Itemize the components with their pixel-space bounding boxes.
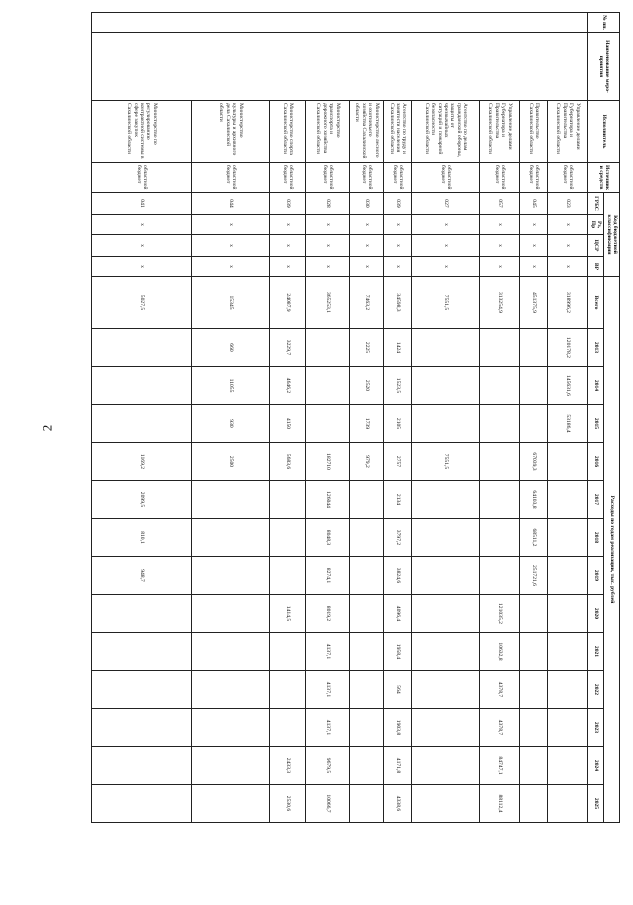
header-year: 2025 [588, 785, 604, 823]
grbs-cell: 030 [350, 193, 384, 215]
year-value-cell: 1903,8 [384, 709, 412, 747]
year-value-cell: 120178,2 [548, 329, 588, 367]
executor-cell: Агентство по труду и занятости населения Сахалинской области [384, 101, 412, 163]
year-value-cell: 4096,4 [384, 595, 412, 633]
vr-cell: x [384, 257, 412, 277]
year-value-cell [92, 595, 192, 633]
year-value-cell: 660 [192, 329, 270, 367]
year-value-cell: 53186,4 [548, 405, 588, 443]
year-value-cell [520, 405, 548, 443]
header-total: Всего [588, 277, 604, 329]
budget-table [91, 12, 620, 823]
source-cell: областной бюджет [412, 163, 480, 193]
year-value-cell: 7551,5 [412, 443, 480, 481]
executor-cell: Министерство транспорта и дорожного хозяйства Сахалинской области [306, 101, 350, 163]
vr-cell: x [350, 257, 384, 277]
year-value-cell [270, 633, 306, 671]
year-value-cell: 4137,1 [306, 671, 350, 709]
budget-table-sheet [96, 12, 620, 823]
executor-cell: Министерство по регулированию контрактной системы в сфере закупок Сахалинской области [92, 101, 192, 163]
header-budget-classification: Код бюджетной классификации [604, 193, 620, 277]
header-year: 2019 [588, 557, 604, 595]
total-cell: 15345 [192, 277, 270, 329]
year-value-cell [92, 709, 192, 747]
year-value-cell: 1523,5 [384, 367, 412, 405]
header-rzpr: Рз, Пр [588, 215, 604, 235]
year-value-cell: 121035,2 [480, 595, 520, 633]
year-value-cell [92, 747, 192, 785]
year-value-cell [480, 481, 520, 519]
year-value-cell [92, 671, 192, 709]
grbs-cell: 039 [270, 193, 306, 215]
executor-cell: Министерство спорта Сахалинской области [270, 101, 306, 163]
year-value-cell [480, 443, 520, 481]
rzpr-cell: x [384, 215, 412, 235]
year-value-cell: 126044 [306, 481, 350, 519]
year-value-cell [548, 595, 588, 633]
header-year: 2024 [588, 747, 604, 785]
year-value-cell: 1958,4 [384, 633, 412, 671]
header-year: 2020 [588, 595, 604, 633]
year-value-cell [270, 519, 306, 557]
source-cell: областной бюджет [92, 163, 192, 193]
year-value-cell [192, 595, 270, 633]
year-value-cell [412, 405, 480, 443]
year-value-cell: 2757 [384, 443, 412, 481]
year-value-cell [350, 519, 384, 557]
total-cell: 7463,2 [350, 277, 384, 329]
year-value-cell: 4150 [270, 405, 306, 443]
year-value-cell [192, 747, 270, 785]
year-value-cell [480, 519, 520, 557]
year-value-cell [520, 329, 548, 367]
year-value-cell: 2520 [350, 367, 384, 405]
year-value-cell [350, 557, 384, 595]
header-year: 2017 [588, 481, 604, 519]
year-value-cell: 4171,8 [384, 747, 412, 785]
year-value-cell: 948,7 [92, 557, 192, 595]
rzpr-cell: x [270, 215, 306, 235]
year-value-cell [412, 519, 480, 557]
year-value-cell [350, 747, 384, 785]
csr-cell: x [548, 235, 588, 257]
year-value-cell: 8019,2 [306, 595, 350, 633]
year-value-cell [480, 405, 520, 443]
table-row [412, 13, 480, 823]
year-value-cell [412, 595, 480, 633]
rzpr-cell: x [480, 215, 520, 235]
table-row [306, 13, 350, 823]
year-value-cell [548, 709, 588, 747]
year-value-cell: 10632,8 [480, 633, 520, 671]
year-value-cell [192, 785, 270, 823]
name-cell [92, 33, 588, 101]
year-value-cell [548, 481, 588, 519]
year-value-cell [520, 595, 548, 633]
year-value-cell [412, 367, 480, 405]
csr-cell: x [192, 235, 270, 257]
year-value-cell [306, 329, 350, 367]
header-grbs: ГРБС [588, 193, 604, 215]
rzpr-cell: x [520, 215, 548, 235]
num-cell [92, 13, 588, 33]
page-number: 2 [39, 424, 55, 432]
year-value-cell [520, 785, 548, 823]
total-cell: 5027,5 [92, 277, 192, 329]
year-value-cell: 564 [384, 671, 412, 709]
year-value-cell [548, 747, 588, 785]
year-value-cell [412, 671, 480, 709]
table-row [520, 13, 548, 823]
csr-cell: x [384, 235, 412, 257]
year-value-cell [412, 709, 480, 747]
total-cell: 34598,3 [384, 277, 412, 329]
header-year: 2013 [588, 329, 604, 367]
year-value-cell [192, 709, 270, 747]
year-value-cell: 5683,6 [270, 443, 306, 481]
rzpr-cell: x [192, 215, 270, 235]
header-executor: Исполнитель [588, 101, 620, 163]
header-year: 2023 [588, 709, 604, 747]
executor-cell: Министерство лесного и охотничьего хозяйства Сахалинской области [350, 101, 384, 163]
year-value-cell [520, 709, 548, 747]
grbs-cell: 028 [306, 193, 350, 215]
header-csr: ЦСР [588, 235, 604, 257]
header-source: Источники средств [588, 163, 620, 193]
year-value-cell: 64103,8 [520, 481, 548, 519]
year-value-cell: 251721,6 [520, 557, 548, 595]
year-value-cell [192, 671, 270, 709]
rzpr-cell: x [548, 215, 588, 235]
header-year: 2022 [588, 671, 604, 709]
source-cell: областной бюджет [384, 163, 412, 193]
source-cell: областной бюджет [520, 163, 548, 193]
year-value-cell: 2105 [384, 405, 412, 443]
grbs-cell: 045 [520, 193, 548, 215]
vr-cell: x [192, 257, 270, 277]
year-value-cell: 3797,2 [384, 519, 412, 557]
executor-cell: Правительство Сахалинской области [520, 101, 548, 163]
table-row [270, 13, 306, 823]
year-value-cell [306, 367, 350, 405]
year-value-cell: 1169,2 [92, 443, 192, 481]
source-cell: областной бюджет [192, 163, 270, 193]
year-value-cell: 1424 [384, 329, 412, 367]
year-value-cell [270, 481, 306, 519]
grbs-cell: 044 [192, 193, 270, 215]
csr-cell: x [412, 235, 480, 257]
year-value-cell [412, 557, 480, 595]
year-value-cell: 2433,3 [270, 747, 306, 785]
year-value-cell: 3229,7 [270, 329, 306, 367]
year-value-cell: 145631,6 [548, 367, 588, 405]
rzpr-cell: x [412, 215, 480, 235]
header-vr: ВР [588, 257, 604, 277]
year-value-cell [92, 785, 192, 823]
year-value-cell [350, 481, 384, 519]
year-value-cell [192, 633, 270, 671]
year-value-cell: 10066,7 [306, 785, 350, 823]
total-cell: 313254,9 [480, 277, 520, 329]
total-cell: 7551,5 [412, 277, 480, 329]
year-value-cell: 4646,2 [270, 367, 306, 405]
source-cell: областной бюджет [306, 163, 350, 193]
year-value-cell [548, 519, 588, 557]
table-row [92, 13, 192, 823]
year-value-cell: 4137,1 [306, 709, 350, 747]
table-row [192, 13, 270, 823]
year-value-cell: 810,1 [92, 519, 192, 557]
csr-cell: x [270, 235, 306, 257]
header-year: 2021 [588, 633, 604, 671]
header-num: № пп. [588, 13, 620, 33]
year-value-cell [412, 747, 480, 785]
executor-cell: Управление делами Губернатора и Правительства Сахалинской области [548, 101, 588, 163]
year-value-cell [192, 557, 270, 595]
table-body [92, 13, 588, 823]
header-expenses: Расходы по годам реализации, тыс. рублей [604, 277, 620, 823]
vr-cell: x [520, 257, 548, 277]
header-name: Наименование меро-приятия [588, 33, 620, 101]
year-value-cell [192, 519, 270, 557]
year-value-cell [548, 785, 588, 823]
total-cell: 24087,9 [270, 277, 306, 329]
year-value-cell [350, 671, 384, 709]
year-value-cell: 2225 [350, 329, 384, 367]
csr-cell: x [350, 235, 384, 257]
year-value-cell: 9679,5 [306, 747, 350, 785]
year-value-cell [92, 367, 192, 405]
year-value-cell: 1739 [350, 405, 384, 443]
year-value-cell: 1414,5 [270, 595, 306, 633]
year-value-cell: 2530,6 [270, 785, 306, 823]
year-value-cell [270, 709, 306, 747]
vr-cell: x [270, 257, 306, 277]
year-value-cell: 8048,3 [306, 519, 350, 557]
year-value-cell [520, 747, 548, 785]
header-year: 2018 [588, 519, 604, 557]
year-value-cell: 67039,3 [520, 443, 548, 481]
year-value-cell: 68511,2 [520, 519, 548, 557]
year-value-cell: 88112,4 [480, 785, 520, 823]
total-cell: 318996,2 [548, 277, 588, 329]
executor-cell: Агентство по делам гражданской обороны, защиты от чрезвычайных ситуаций и пожарной безопасности Сахалинской области [412, 101, 480, 163]
year-value-cell [520, 633, 548, 671]
year-value-cell: 2099,5 [92, 481, 192, 519]
year-value-cell [412, 329, 480, 367]
year-value-cell [412, 481, 480, 519]
year-value-cell [192, 481, 270, 519]
grbs-cell: 027 [412, 193, 480, 215]
year-value-cell [548, 557, 588, 595]
header-year: 2016 [588, 443, 604, 481]
year-value-cell [350, 709, 384, 747]
year-value-cell [412, 633, 480, 671]
vr-cell: x [412, 257, 480, 277]
csr-cell: x [92, 235, 192, 257]
year-value-cell [520, 671, 548, 709]
grbs-cell: 041 [92, 193, 192, 215]
csr-cell: x [520, 235, 548, 257]
vr-cell: x [92, 257, 192, 277]
year-value-cell: 8274,1 [306, 557, 350, 595]
rzpr-cell: x [350, 215, 384, 235]
table-row [384, 13, 412, 823]
header-year: 2015 [588, 405, 604, 443]
year-value-cell: 979,2 [350, 443, 384, 481]
csr-cell: x [480, 235, 520, 257]
grbs-cell: 057 [480, 193, 520, 215]
source-cell: областной бюджет [548, 163, 588, 193]
year-value-cell [548, 633, 588, 671]
vr-cell: x [548, 257, 588, 277]
year-value-cell: 2134 [384, 481, 412, 519]
year-value-cell [548, 443, 588, 481]
vr-cell: x [480, 257, 520, 277]
executor-cell: Министерство культуры и архивного дела Сахалинской области [192, 101, 270, 163]
year-value-cell: 4137,1 [306, 633, 350, 671]
source-cell: областной бюджет [480, 163, 520, 193]
year-value-cell [350, 785, 384, 823]
year-value-cell: 4338,6 [384, 785, 412, 823]
header-year: 2014 [588, 367, 604, 405]
csr-cell: x [306, 235, 350, 257]
table-row [350, 13, 384, 823]
year-value-cell [92, 329, 192, 367]
year-value-cell: 2500 [192, 443, 270, 481]
year-value-cell [412, 785, 480, 823]
grbs-cell: 039 [384, 193, 412, 215]
year-value-cell [350, 633, 384, 671]
table-row [480, 13, 520, 823]
year-value-cell: 930 [192, 405, 270, 443]
source-cell: областной бюджет [350, 163, 384, 193]
year-value-cell: 4378,7 [480, 709, 520, 747]
total-cell: 365253,1 [306, 277, 350, 329]
year-value-cell [480, 557, 520, 595]
vr-cell: x [306, 257, 350, 277]
year-value-cell [480, 329, 520, 367]
year-value-cell: 4378,7 [480, 671, 520, 709]
year-value-cell [270, 671, 306, 709]
grbs-cell: 023 [548, 193, 588, 215]
year-value-cell: 84747,1 [480, 747, 520, 785]
year-value-cell [92, 405, 192, 443]
year-value-cell [520, 367, 548, 405]
year-value-cell: 182710 [306, 443, 350, 481]
rzpr-cell: x [306, 215, 350, 235]
year-value-cell [92, 633, 192, 671]
year-value-cell: 11055 [192, 367, 270, 405]
year-value-cell [306, 405, 350, 443]
year-value-cell [480, 367, 520, 405]
year-value-cell [350, 595, 384, 633]
executor-cell: Управление делами Губернатора и Правительства Сахалинской области [480, 101, 520, 163]
total-cell: 451375,9 [520, 277, 548, 329]
source-cell: областной бюджет [270, 163, 306, 193]
year-value-cell [270, 557, 306, 595]
year-value-cell [548, 671, 588, 709]
year-value-cell: 3824,6 [384, 557, 412, 595]
rzpr-cell: x [92, 215, 192, 235]
